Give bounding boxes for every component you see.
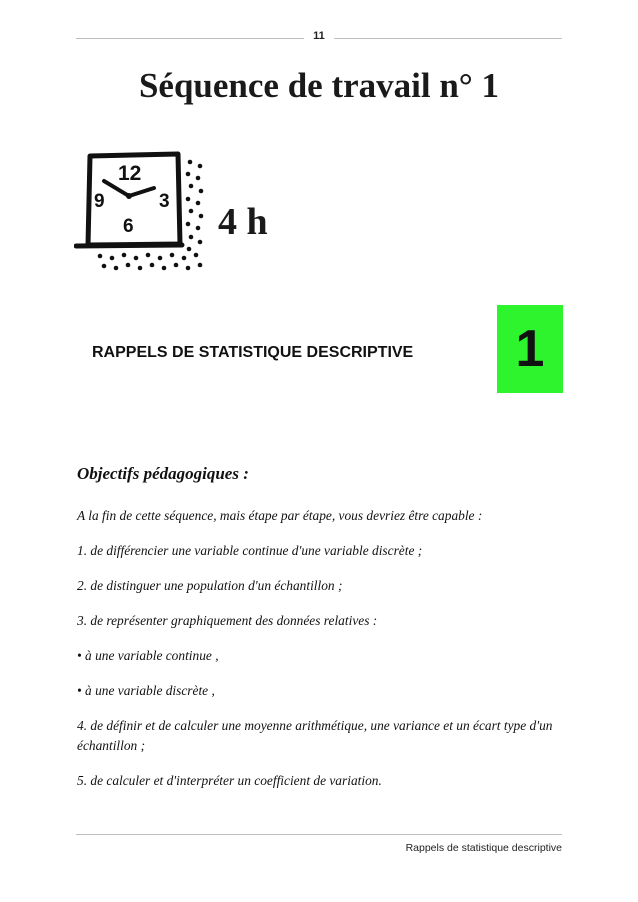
objective-subitem: • à une variable continue , (77, 648, 219, 663)
chapter-badge (497, 305, 563, 393)
page-header (76, 28, 562, 48)
objective-item: 1. de différencier une variable continue d'une variable discrète ; (77, 543, 423, 558)
footer-rule (76, 834, 562, 835)
clock-numeral-3: 3 (159, 191, 170, 212)
footer-text: Rappels de statistique descriptive (405, 842, 562, 854)
objective-item: 4. de définir et de calculer une moyenne arithmétique, une variance et un écart type d'un échantillon ; (77, 718, 553, 753)
objective-item: 3. de représenter graphiquement des données relatives : (77, 613, 378, 628)
objective-item: 5. de calculer et d'interpréter un coefficient de variation. (77, 773, 382, 788)
clock-numeral-6: 6 (123, 216, 134, 237)
page-title: Séquence de travail n° 1 (138, 66, 500, 105)
objectives-heading: Objectifs pédagogiques : (77, 464, 249, 483)
clock-icon (74, 148, 210, 274)
objectives-list (77, 506, 565, 806)
page-number: 11 (313, 30, 325, 42)
clock-numeral-12: 12 (118, 162, 142, 185)
objective-subitem: • à une variable discrète , (77, 683, 215, 698)
clock-numeral-9: 9 (94, 191, 105, 212)
chapter-number: 1 (515, 320, 545, 378)
header-rule-right (334, 38, 562, 39)
duration-label: 4 h (218, 201, 268, 243)
objective-intro: A la fin de cette séquence, mais étape par étape, vous devriez être capable : (77, 508, 483, 523)
objective-item: 2. de distinguer une population d'un échantillon ; (77, 578, 343, 593)
section-title: RAPPELS DE STATISTIQUE DESCRIPTIVE (92, 344, 414, 361)
